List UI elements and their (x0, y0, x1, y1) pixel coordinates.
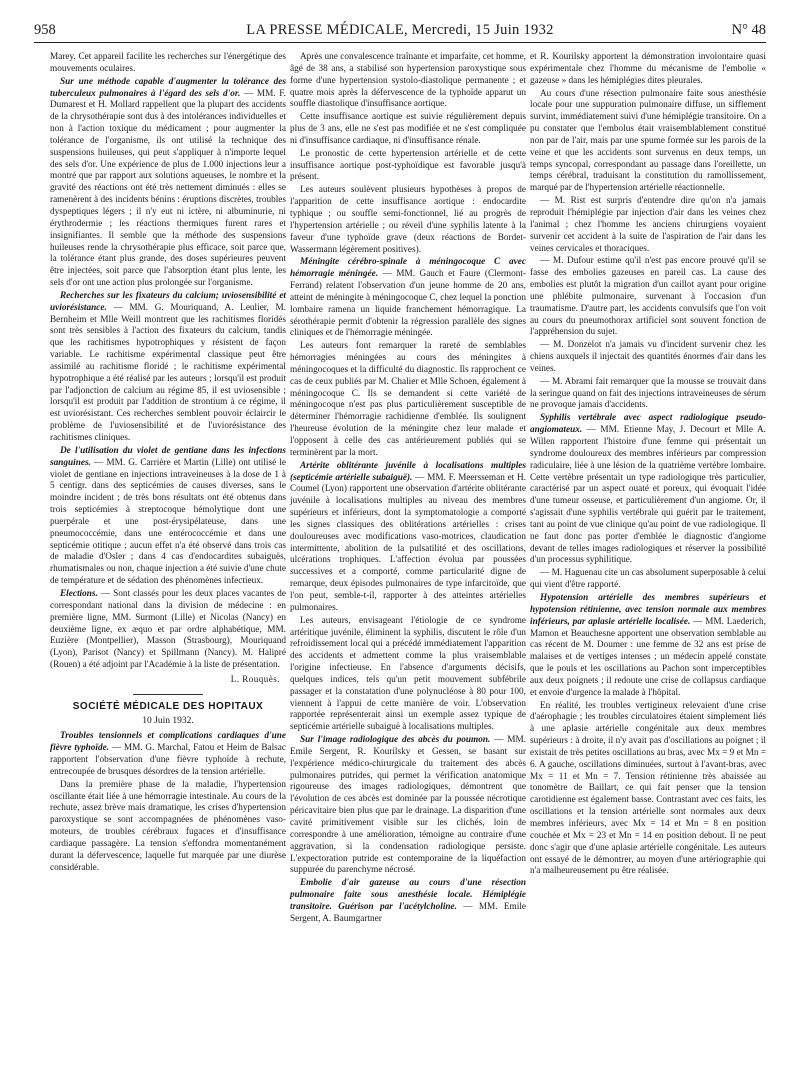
column-middle (290, 52, 526, 927)
section-heading: Sur l'image radiologique des abcès du poumon. (300, 735, 491, 746)
paragraph (50, 589, 286, 672)
paragraph: — M. Abrami fait remarquer que la mousse se trouvait dans la seringue quand on fait des injections intraveineuses de sérum ne provoque jamais d'accidents. (530, 376, 766, 411)
paragraph-body: — MM. Laederich, Mamon et Beauchesne apportent une observation semblable au cas récent de M. Doumer : une femme de 32 ans est prise de malaises et de vertiges intenses ; un médecin appelé constate que le pouls et les oscillations au Pachon sont imperceptibles aux deux poignets ; il redoute une crise de collapsus cardiaque et envoie d'urgence la malade à l'hôpital. (530, 616, 766, 698)
section-heading: Recherches sur les fixateurs du calcium; uviosensibilité et uviorésistance. (50, 290, 286, 313)
paragraph-body: — MM. F. Dumarest et H. Mollard rappellent que la plupart des accidents de la chrysothérapie sont dus à des intolérances individuelles et non à l'action toxique du médicament ; pour augmenter la tolérance de l'organisme, ils ont utilisé la technique des suspensions huileuses, qui peut s'appliquer à n'importe lequel des sels d'or. Une expérience de plus de 1.000 injections leur a montré que par rapport aux solutions aqueuses, le nombre et la gravité des réactions ont été très nettement diminués : elles se ramenèrent à des incidents bénins : éruptions discrètes, troubles dyspeptiques légers ; il n'y eut ni ictère, ni albuminurie, ni érythrodermie ; les réactions thermiques furent rares et insignifiantes. Il semble que la méthode des suspensions huileuses rende la chrysothérapie plus efficace, soit parce que, la tolérance étant plus grande, des doses supérieures peuvent être injectées, soit parce que l'absorption étant plus lente, les sels d'or ont une action plus prolongée sur l'organisme. (50, 88, 286, 289)
section-heading: Syphilis vertébrale avec aspect radiologique pseudo-angiomateux. (530, 413, 766, 436)
section-heading: Elections. (60, 588, 98, 599)
paragraph: Les auteurs, envisageant l'étiologie de ce syndrome artéritique juvénile, éliminent la syphilis, discutent le rôle d'un refroidissement local qui a précédé immédiatement l'apparition des accidents et admettent comme la plus vraisemblable l'origine infectieuse. En l'absence d'arguments décisifs, quelques indices, tels qu'un petit mouvement subfébrile passager et la constatation d'une polynucléose à 80 pour 100, viennent à l'appui de cette manière de voir. L'observation rapportée représenterait ainsi un exemple assez typique de septicémie artérielle subaiguë à localisations multiples. (290, 615, 526, 733)
paragraph-body: — MM. Etienne May, J. Decourt et Mlle A. Willen rapportent l'histoire d'une femme qui présentait un syndrome douloureux des membres inférieurs par compression radiculaire, liée à une lésion de la quatrième vertèbre lombaire. Cette vertèbre présentait un type radiologique très particulier, caractérisé par un aspect ouaté et poreux, qui évoquait l'idée d'une tumeur osseuse, et particulièrement d'un angiome. Or, il s'agissait d'une syphilis vertébrale qui guérit par le traitement, tant au point de vue clinique qu'au point de vue radiologique. Il ne faut donc pas porter d'emblée le diagnostic d'angiome devant de telles images radiologiques et réserver la possibilité d'un processus syphilitique. (530, 425, 766, 566)
paragraph: Dans la première phase de la maladie, l'hypertension oscillante était liée à une hémorragie intestinale. Au cours de la rechute, assez brève mais dramatique, les crises d'hypertension paroxystique se sont accompagnées de phénomènes vaso-moteurs, de troubles cérébraux fugaces et d'insuffisance cardiaque passagère. La tension s'effondra momentanément durant la défervescence, laquelle fut marquée par une diurèse considérable. (50, 779, 286, 873)
paragraph (50, 731, 286, 778)
paragraph-body: — MM. Gauch et Faure (Clermont-Ferrand) relatent l'observation d'un jeune homme de 20 ans, atteint de méningite à méningocoque C, chez lequel la ponction lombaire ramena un liquide franchement hémorragique. La sérothérapie permit d'obtenir la régression parallèle des signes cliniques et de l'hémorragie méningée. (290, 269, 526, 339)
paragraph: — M. Haguenau cite un cas absolument superposable à celui qui vient d'être rapporté. (530, 568, 766, 591)
section-heading: Sur une méthode capable d'augmenter la tolérance des tuberculeux pulmonaires à l'égard des sels d'or. (50, 76, 286, 99)
section-heading: Artérite oblitérante juvénile à localisations multiples (septicémie artérielle subaiguë). (290, 460, 526, 483)
paragraph-body: — MM. G. Mouriquand, A. Leulier, M. Bernheim et Mlle Weill montrent que les rachitismes floridés sont très sensibles à l'action des fixateurs du calcium, tandis que les rachitismes hypotrophiques y résistent de façon variable. Le rachitisme expérimental classique peut être assimilé au rachitisme floridé ; le rachitisme expérimental hypotrophique a été réalisé par les auteurs ; lorsqu'il est produit par l'adjonction de calcium au régime 85, il est uviosensible ; lorsqu'il est produit par l'addition de strontium à ce régime, il est uviorésistant. Ces recherches semblent pouvoir éclaircir le problème de l'uviosensibilité et de l'uviorésistance des rachitismes cliniques. (50, 302, 286, 443)
paragraph-body: — Sont classés pour les deux places vacantes de correspondant national dans la division de médecine : en première ligne, MM. Surmont (Lille) et Nicolas (Nancy) en deuxième ligne, ex æquo et par ordre alphabétique, MM. Euzière (Montpellier), Masson (Strasbourg), Mouriquand (Lyon), Parisot (Nancy) et Spillmann (Nancy). M. Halipré (Rouen) a été adjoint par l'Académie à la liste de présentation. (50, 588, 286, 671)
paragraph: Au cours d'une résection pulmonaire faite sous anesthésie locale pour une suppuration pulmonaire diffuse, un sifflement survint, immédiatement suivi d'une hémiplégie transitoire. On a pu constater que l'embolus était vraisemblablement constitué non par de l'air, mais par une spume formée sur les parois de la veine et que les accidents sont survenus en deux temps, un temps syncopal, correspondant au passage dans l'oreillette, un temps cérébral, traduisant la constitution du ramollissement, marqué par de l'hypertension artérielle réactionnelle. (530, 88, 766, 194)
paragraph-body: — MM. G. Carrière et Martin (Lille) ont utilisé le violet de gentiane en injections intraveineuses à la dose de 1 à 5 centigr. dans des septicémies de causes diverses, sans le moindre incident ; de très bons résultats ont été obtenus dans trois septicémies à streptocoque hémolytique dont une puerpérale et une post-érysipélateuse, dans une pneumococcémie, dans une entérococcémie et dans une septicémie otitique ; aucun effet n'a été observé dans trois cas de maladie d'Osler ; dans 4 cas d'endocardites subaiguës, rhumatismales ou non, chaque injection a été suivie d'une chute de température et de sédation des phénomènes infectieux. (50, 457, 286, 587)
paragraph-body: — MM. Emile Sergent, A. Baumgartner (290, 901, 526, 924)
section-heading: Hypotension artérielle des membres supérieurs et hypotension rétinienne, avec tension normale aux membres inférieurs, par aplasie artérielle localisée. (530, 592, 766, 627)
paragraph (530, 593, 766, 700)
paragraph: et R. Kourilsky apportent la démonstration involontaire quasi expérimentale chez l'homme du mécanisme de l'embolie « gazeuse » dans les hémiplégies dites pleurales. (530, 52, 766, 86)
section-heading: Méningite cérébro-spinale à méningocoque C avec hémorragie méningée. (290, 257, 526, 280)
author-signature: L. Rouquès. (230, 673, 280, 684)
paragraph: Marey. Cet appareil facilite les recherches sur l'énergétique des mouvements oculaires. (50, 52, 286, 74)
journal-title: LA PRESSE MÉDICALE, Mercredi, 15 Juin 1932 (246, 22, 554, 38)
society-heading: SOCIÉTÉ MÉDICALE DES HOPITAUX (72, 700, 264, 712)
section-heading: De l'utilisation du violet de gentiane dans les infections sanguines. (50, 445, 286, 468)
column-left (50, 52, 286, 876)
paragraph: Les auteurs font remarquer la rareté de semblables hémorragies méningées au cours des méningites à méningocoques et la difficulté du diagnostic. Ils rapprochent ce cas de ceux publiés par M. Chalier et Mlle Schoen, également à méningocoque C. Ils se demandent si cette variété de méningocoque n'est pas plus particulièrement susceptible de déterminer l'hémorragie rachidienne d'emblée. Ils soulignent l'heureuse évolution de la méningite chez leur malade et l'opposent à celle des cas antérieurement publiés qui se terminèrent par la mort. (290, 341, 526, 458)
column-right (530, 52, 766, 879)
paragraph (290, 878, 526, 925)
paragraph: — M. Dufour estime qu'il n'est pas encore prouvé qu'il se fasse des embolies gazeuses en pareil cas. La cause des embolies est plutôt la migration d'un caillot ayant pour origine une phlébite pulmonaire, survenant à l'occasion d'un traumatisme. D'autre part, les accidents convulsifs que l'on voit au cours du pneumothorax artificiel sont souvent fonction de l'appréhension du sujet. (530, 256, 766, 338)
paragraph: En réalité, les troubles vertigineux relevaient d'une crise d'aérophagie ; les troubles circulatoires étaient simplement liés à une aplasie artérielle congénitale aux deux membres supérieurs : à droite, il n'y avait pas d'oscillations au poignet ; il existait de très petites oscillations au bras, avec Mx = 9 et Mn = 6. A gauche, oscillations diminuées, surtout à l'avant-bras, avec Mx = 11 et Mn = 7. Tension rétinienne très abaissée au tonomètre de Baillart, ce qui fait penser que la tension carotidienne est également basse. Contrastant avec ces faits, les oscillations et la tension artérielle sont normales aux deux membres inférieurs, avec Mx = 14 et Mn = 8 en position couchée et Mx = 23 et Mn = 14 en position debout. Il ne peut donc s'agir que d'une aplasie artérielle congénitale. Les auteurs ont essayé de le démontrer, au moyen d'une artériographie qui n'a malheureusement pu être réalisée. (530, 700, 766, 877)
running-header (34, 22, 766, 43)
paragraph-body: — MM. G. Marchal, Fatou et Heim de Balsac rapportent l'observation d'une fièvre typhoïde à rechute, entrecoupée de brusques désordres de la tension artérielle. (50, 743, 286, 777)
paragraph (290, 257, 526, 340)
page-number: 958 (34, 22, 56, 38)
section-heading: Embolie d'air gazeuse au cours d'une résection pulmonaire faite sous anesthésie locale. Hémiplégie transitoire. Guérison par l'acétylcholine. (290, 878, 526, 912)
paragraph: — M. Donzelot n'a jamais vu d'incident survenir chez les chiens auxquels il injectait des quantités énormes d'air dans les veines. (530, 340, 766, 374)
divider (133, 694, 203, 695)
paragraph: Après une convalescence traînante et imparfaite, cet homme, âgé de 38 ans, a stabilisé son hypertension paroxystique sous forme d'une hypertension systolo-diastolique permanente ; et quatre mois après la défervescence de la typhoïde apparut un souffle diastolique d'insuffisance aortique. (290, 52, 526, 110)
paragraph-body: — MM. Emile Sergent, R. Kourilsky et Gessen, se basant sur l'expérience médico-chirurgicale du traitement des abcès pulmonaires putrides, qui permet la vérification anatomique rigoureuse des images radiologiques, démontrent que l'évolution de ces abcès est dominée par la poussée nécrotique péricavitaire bien plus que par le drainage. La disparition d'une cavité primitivement visible sur les clichés, loin de correspondre à une amélioration, témoigne au contraire d'une aggravation, si la condensation radiologique persiste. L'expectoration putride est contemporaine de la liquéfaction suppurée du parenchyme nécrosé. (290, 735, 526, 876)
paragraph: Les auteurs soulèvent plusieurs hypothèses à propos de l'apparition de cette insuffisance aortique : endocardite typhique ; ou souffle semi-fonctionnel, lié au progrès de l'hypertension artérielle ; ou réveil d'une syphilis latente à la faveur d'une typhoïde grave (deux réactions de Bordet-Wassermann légèrement positives). (290, 185, 526, 255)
paragraph: — M. Rist est surpris d'entendre dire qu'on n'a jamais reproduit l'hémiplégie par injection d'air dans les veines chez l'animal ; chez l'homme les anciens chirurgiens voyaient survenir cet accident à la suite de l'aspiration de l'air dans les veines cervicales et thoraciques. (530, 196, 766, 254)
paragraph (50, 291, 286, 445)
session-date: 10 Juin 1932. (142, 715, 194, 726)
paragraph: Cette insuffisance aortique est suivie régulièrement depuis plus de 3 ans, elle ne s'est pas modifiée et ne s'est compliquée ni d'insuffisance cardiaque, ni d'insuffisance rénale. (290, 112, 526, 146)
paragraph (290, 735, 526, 877)
paragraph (50, 446, 286, 588)
paragraph: Le pronostic de cette hypertension artérielle et de cette insuffisance aortique post-typhoïdique est favorable jusqu'à présent. (290, 148, 526, 183)
paragraph (290, 461, 526, 615)
paragraph (50, 77, 286, 290)
issue-number: N° 48 (731, 22, 766, 38)
paragraph (530, 413, 766, 567)
section-heading: Troubles tensionnels et complications cardiaques d'une fièvre typhoïde. (50, 731, 286, 754)
paragraph-body: — MM. F. Meersseman et H. Coumel (Lyon) rapportent une observation d'artérite oblitérante juvénile à localisations multiples au niveau des membres supérieurs et inférieurs, dont la symptomatologie a comporté les signes classiques des oblitérations artérielles : crises douloureuses avec modifications vaso-motrices, claudication intermittente, abolition de la pulsatilité et des oscillations, ulcérations trophiques. L'affection évolua par poussées successives et a comporté, comme particularité digne de remarque, deux épisodes pulmonaires de type infarcitoïde, que l'on peut, semble-t-il, rapporter à des atteintes artérielles pulmonaires. (290, 472, 526, 613)
